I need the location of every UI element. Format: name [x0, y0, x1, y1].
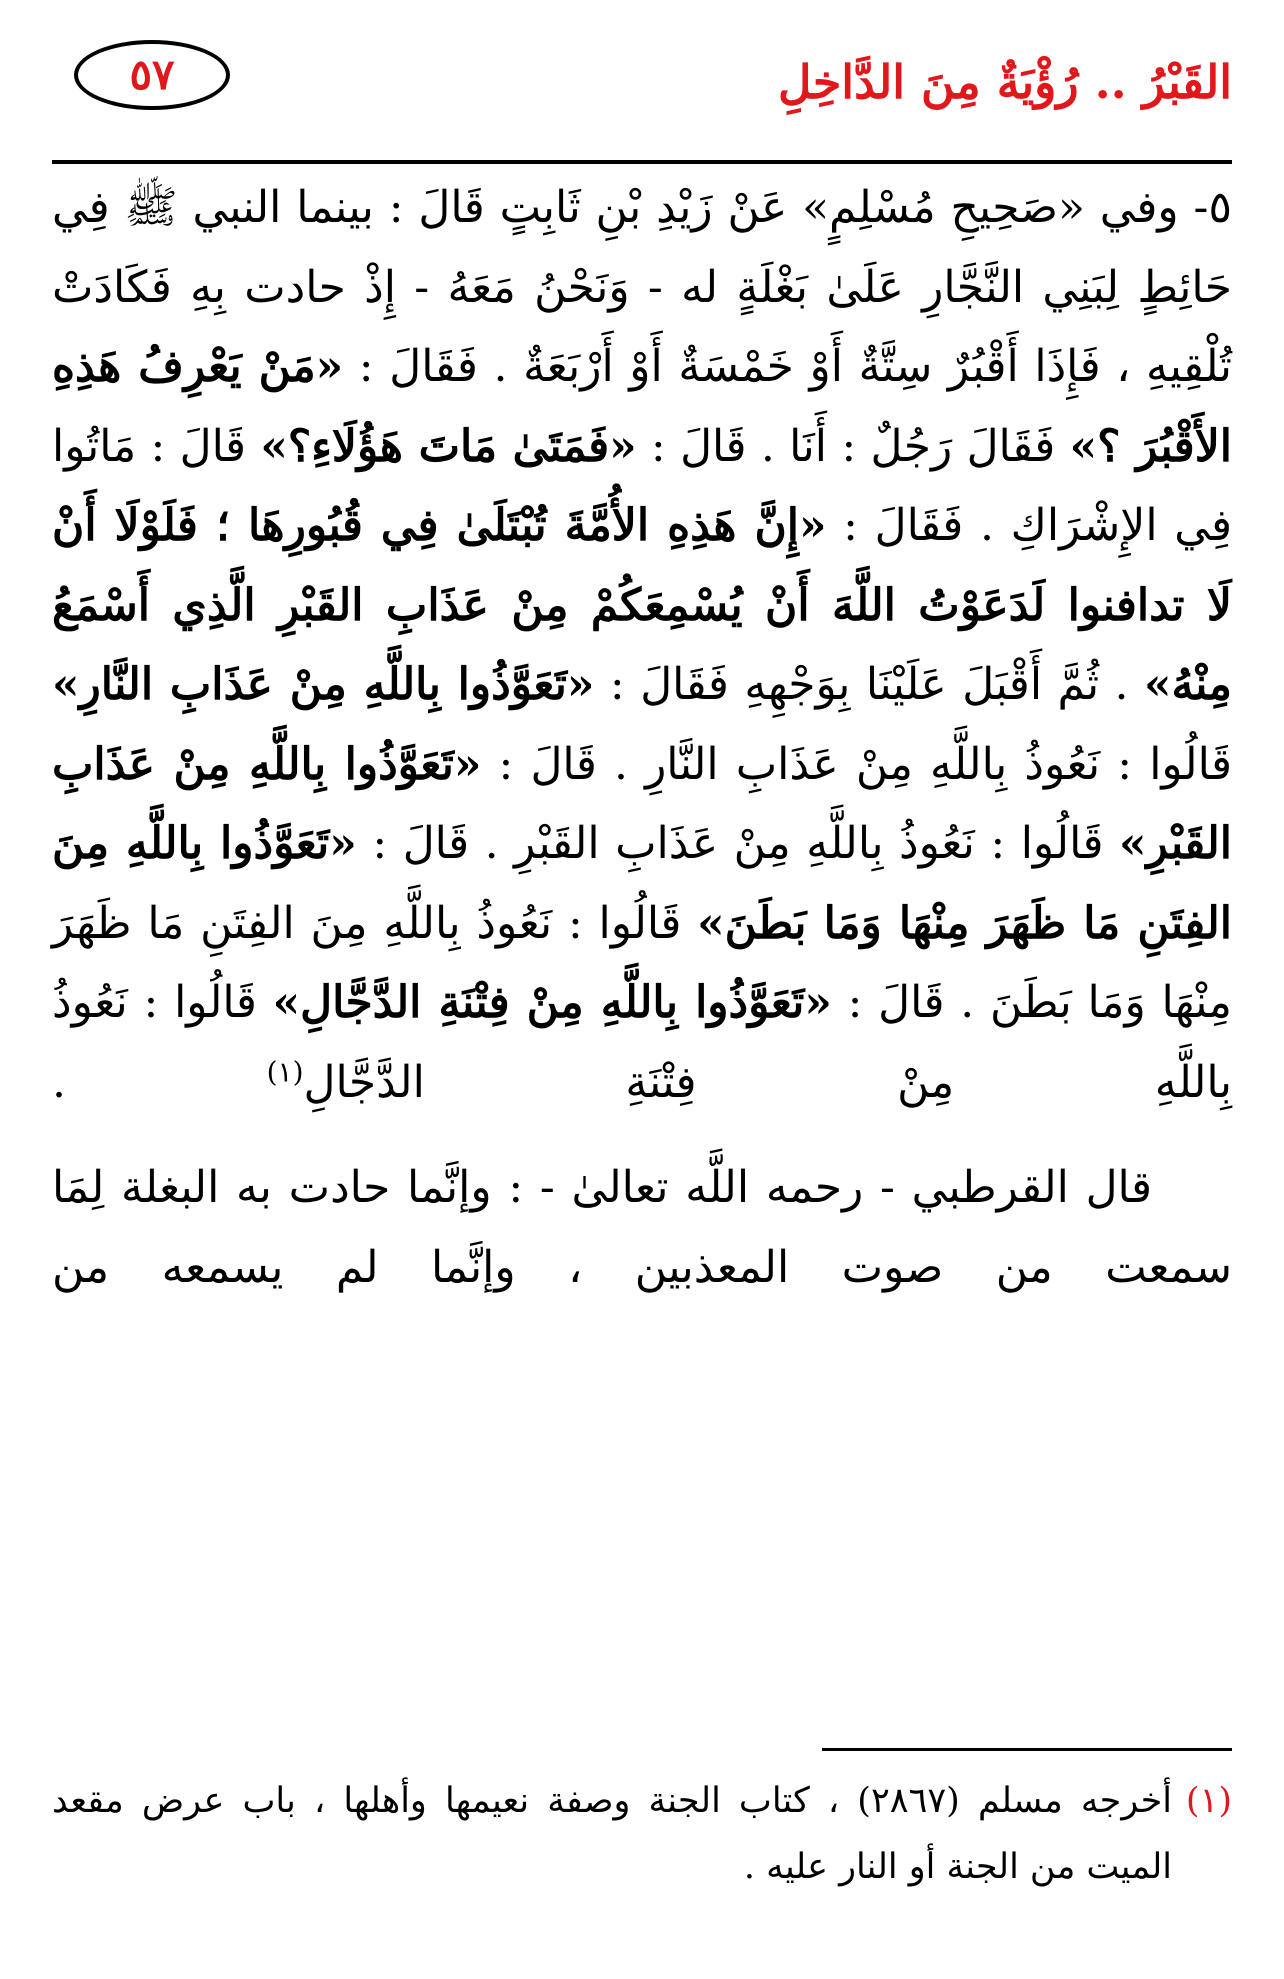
commentary-paragraph: قال القرطبي - رحمه اللَّه تعالىٰ - : وإنَّما حادت به البغلة لِمَا سمعت من صوت المعذبين ، وإنَّما لم يسمعه من	[52, 1162, 1232, 1293]
running-head-title: القَبْرُ .. رُؤْيَةٌ مِنَ الدَّاخِلِ	[778, 55, 1232, 109]
narration-text: فَقَالَ رَجُلٌ : أَنَا . قَالَ :	[636, 420, 1070, 472]
narration-text: قَالُوا : نَعُوذُ بِاللَّهِ مِنْ فِتْنَةِ الدَّجَّالِ	[52, 977, 1232, 1108]
main-text	[52, 168, 1232, 1307]
prophet-quote: «تَعَوَّذُوا بِاللَّهِ مِنْ عَذَابِ النَّارِ»	[52, 659, 595, 710]
hadith-paragraph	[52, 168, 1232, 1122]
page-header	[52, 40, 1232, 125]
narration-text: ٥- وفي «صَحِيحِ مُسْلِمٍ» عَنْ زَيْدِ بْنِ ثَابِتٍ قَالَ : بينما النبي ﷺ فِي حَائِطٍ لِبَنِي النَّجَّارِ عَلَىٰ بَغْلَةٍ له - وَنَحْنُ مَعَهُ - إِذْ حادت بِهِ فَكَادَتْ تُلْقِيهِ ، فَإِذَا أَقْبُرٌ سِتَّةٌ أَوْ خَمْسَةٌ أَوْ أَرْبَعَةٌ . فَقَالَ :	[52, 182, 1233, 392]
prophet-quote: «تَعَوَّذُوا بِاللَّهِ مِنْ عَذَابِ القَبْرِ»	[52, 738, 1232, 869]
narration-text: قَالُوا : نَعُوذُ بِاللَّهِ مِنَ الفِتَنِ مَا ظَهَرَ مِنْهَا وَمَا بَطَنَ . قَالَ :	[52, 897, 1232, 1028]
book-page	[52, 0, 1232, 1979]
narration-text: قَالُوا : نَعُوذُ بِاللَّهِ مِنْ عَذَابِ النَّارِ . قَالَ :	[481, 738, 1233, 790]
prophet-quote: «تَعَوَّذُوا بِاللَّهِ مِنَ الفِتَنِ مَا ظَهَرَ مِنْهَا وَمَا بَطَنَ»	[52, 818, 1232, 949]
narration-text: قَالُوا : نَعُوذُ بِاللَّهِ مِنْ عَذَابِ القَبْرِ . قَالَ :	[356, 818, 1120, 869]
prophet-quote: «إِنَّ هَذِهِ الأُمَّةَ تُبْتَلَىٰ فِي قُبُورِهَا ؛ فَلَوْلَا أَنْ لَا تدافنوا لَدَعَوْتُ اللَّهَ أَنْ يُسْمِعَكُمْ مِنْ عَذَابِ القَبْرِ الَّذِي أَسْمَعُ مِنْهُ»	[52, 500, 1232, 710]
header-divider	[52, 160, 1232, 164]
footnote-item	[52, 1768, 1232, 1900]
prophet-quote: «مَنْ يَعْرِفُ هَذِهِ الأَقْبُرَ ؟»	[52, 341, 1233, 472]
footnote-marker: (١)	[1185, 1781, 1232, 1821]
narration-text: .	[52, 1056, 267, 1108]
footnote-divider	[822, 1748, 1232, 1751]
prophet-quote: «فَمَتَىٰ مَاتَ هَؤُلَاءِ؟»	[260, 420, 637, 472]
narration-text: قَالَ : مَاتُوا فِي الإِشْرَاكِ . فَقَالَ :	[52, 420, 1232, 551]
footnote-reference[interactable]: (١)	[266, 1054, 304, 1088]
narration-text: . ثُمَّ أَقْبَلَ عَلَيْنَا بِوَجْهِهِ فَقَالَ :	[594, 659, 1145, 710]
footnote-text: أخرجه مسلم (٢٨٦٧) ، كتاب الجنة وصفة نعيمها وأهلها ، باب عرض مقعد الميت من الجنة أو النار عليه .	[52, 1781, 1172, 1887]
footnotes	[52, 1768, 1232, 1900]
prophet-quote: «تَعَوَّذُوا بِاللَّهِ مِنْ فِتْنَةِ الدَّجَّالِ»	[272, 977, 832, 1028]
page-number-badge: ٥٧	[74, 40, 230, 110]
